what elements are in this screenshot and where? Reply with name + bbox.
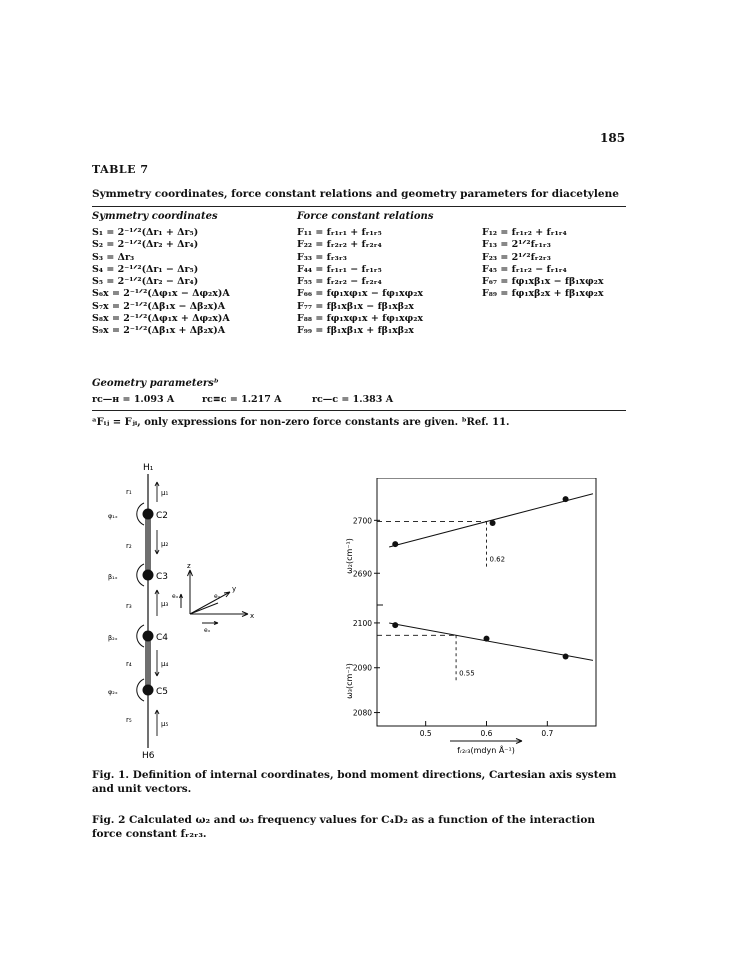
page-number: 185 (600, 131, 626, 145)
y-axis-label: y (232, 585, 237, 593)
fig1-diagram (90, 458, 260, 760)
y-axis-label-omega3: ω₃(cm⁻¹) (345, 663, 354, 699)
bond-label-r1: r₁ (126, 488, 132, 496)
angle-arcs (137, 503, 144, 701)
data-point (563, 496, 569, 502)
ez-vector (180, 594, 183, 608)
atom-label-h6: H6 (142, 751, 155, 760)
y-axis (190, 592, 230, 614)
symmetry-row: S₃ = Δr₃ (92, 251, 135, 263)
force-list-2 (482, 227, 604, 301)
table-bottom-rule (92, 410, 626, 411)
y-tick-label: 2090 (352, 663, 372, 673)
symmetry-row: S₆x = 2⁻¹ᐟ²(Δφ₁x − Δφ₂x)A (92, 288, 230, 300)
ez-label: eₓ (172, 593, 179, 600)
y-tick-label: 2690 (352, 569, 372, 579)
data-point (392, 622, 398, 628)
data-point (490, 520, 496, 526)
chart-frame (377, 478, 596, 726)
x-tick-label: 0.6 (480, 729, 493, 738)
geometry-value: rᴄ—ᴄ = 1.383 A (312, 394, 394, 405)
angle-label-phi1: φ₁ₓ (108, 512, 118, 520)
z-axis-label: z (187, 562, 191, 570)
x-axis-arrow (450, 739, 522, 744)
bond-label-r5: r₅ (126, 716, 132, 724)
y-tick-label: 2080 (352, 708, 372, 718)
angle-label-phi2: φ₂ₓ (108, 688, 118, 696)
fig2-caption: Fig. 2 Calculated ω₂ and ω₃ frequency values for C₄D₂ as a function of the interaction force constant fᵣ₂ᵣ₃. (92, 814, 595, 840)
atom-c2 (143, 509, 154, 520)
force-list-1 (297, 227, 423, 338)
panel-omega2 (353, 494, 593, 579)
angle-label-beta1: β₁ₓ (108, 573, 118, 581)
panel-omega3 (353, 619, 593, 718)
moment-label-mu1: μ₁ (161, 489, 169, 497)
atom-c4 (143, 631, 154, 642)
force-row: F₈₈ = fφ₁xφ₁x + fφ₁xφ₂x (297, 313, 424, 325)
symmetry-row: S₄ = 2⁻¹ᐟ²(Δr₁ − Δr₅) (92, 263, 199, 275)
x-tick-label: 0.5 (419, 729, 432, 738)
force-row: F₆₇ = fφ₁xβ₁x − fβ₁xφ₂x (482, 276, 604, 288)
table-top-rule (92, 206, 626, 207)
moment-arrow-5 (155, 710, 159, 736)
force-row: F₂₂ = fᵣ₂ᵣ₂ + fᵣ₂ᵣ₄ (297, 239, 382, 251)
ey-vector (190, 603, 218, 614)
symmetry-header: Symmetry coordinates (92, 211, 218, 222)
symmetry-row: S₈x = 2⁻¹ᐟ²(Δφ₁x + Δφ₂x)A (92, 313, 230, 325)
moment-arrow-1 (155, 482, 159, 502)
symmetry-list (92, 227, 230, 338)
force-row: F₆₆ = fφ₁xφ₁x − fφ₁xφ₂x (297, 288, 424, 300)
y-tick-label: 2700 (352, 516, 372, 526)
series-line (389, 494, 593, 547)
symmetry-row: S₇x = 2⁻¹ᐟ²(Δβ₁x − Δβ₂x)A (92, 300, 226, 312)
atom-label-c4: C4 (156, 633, 169, 643)
ex-vector (202, 622, 218, 625)
force-row: F₃₃ = fᵣ₃ᵣ₃ (297, 251, 347, 263)
force-row: F₁₁ = fᵣ₁ᵣ₁ + fᵣ₁ᵣ₅ (297, 227, 382, 238)
moment-arrow-4 (155, 650, 159, 676)
ey-label: eᵧ (214, 593, 220, 600)
atom-c5 (143, 685, 154, 696)
atom-c3 (143, 570, 154, 581)
force-row: F₇₇ = fβ₁xβ₁x − fβ₁xβ₂x (297, 300, 414, 312)
symmetry-row: S₁ = 2⁻¹ᐟ²(Δr₁ + Δr₅) (92, 227, 199, 238)
angle-label-beta2: β₂ₓ (108, 634, 118, 642)
x-axis-label: fᵣ₂ᵣ₃(mdyn Å⁻¹) (457, 746, 515, 755)
force-header: Force constant relations (297, 211, 434, 222)
moment-arrow-3 (155, 590, 159, 616)
y-tick-label: 2100 (352, 618, 372, 628)
geometry-header: Geometry parametersᵇ (92, 378, 219, 389)
atom-label-c2: C2 (156, 511, 169, 521)
force-row: F₅₅ = fᵣ₂ᵣ₂ − fᵣ₂ᵣ₄ (297, 276, 382, 288)
table-label: TABLE 7 (92, 163, 149, 176)
bond-label-r4: r₄ (126, 660, 132, 668)
moment-label-mu2: μ₂ (161, 540, 169, 548)
z-axis (188, 570, 193, 614)
moment-label-mu4: μ₄ (161, 660, 169, 668)
x-axis (190, 612, 248, 617)
y-axis-label-omega2: ω₂(cm⁻¹) (345, 538, 354, 574)
geometry-value: rᴄ≡ᴄ = 1.217 A (202, 394, 282, 405)
force-row: F₁₃ = 2¹ᐟ²fᵣ₁ᵣ₃ (482, 239, 551, 251)
data-point (392, 541, 398, 547)
bond-label-r2: r₂ (126, 542, 132, 550)
force-row: F₂₃ = 2¹ᐟ²fᵣ₂ᵣ₃ (482, 251, 551, 263)
moment-label-mu5: μ₅ (161, 720, 169, 728)
moment-arrow-2 (155, 530, 159, 554)
force-row: F₄₄ = fᵣ₁ᵣ₁ − fᵣ₁ᵣ₅ (297, 263, 382, 275)
table-caption: Symmetry coordinates, force constant relations and geometry parameters for diacetylene (92, 188, 619, 200)
series-line (389, 623, 593, 660)
data-point (563, 654, 569, 660)
table-footnote: ᵃFᵢⱼ = Fⱼᵢ, only expressions for non-zero force constants are given. ᵇRef. 11. (92, 417, 510, 428)
data-point (484, 636, 490, 642)
symmetry-row: S₂ = 2⁻¹ᐟ²(Δr₂ + Δr₄) (92, 239, 199, 251)
force-row: F₈₉ = fφ₁xβ₂x + fβ₁xφ₂x (482, 288, 604, 300)
symmetry-row: S₅ = 2⁻¹ᐟ²(Δr₂ − Δr₄) (92, 276, 199, 288)
moment-label-mu3: μ₃ (161, 600, 169, 608)
force-row: F₄₅ = fᵣ₁ᵣ₂ − fᵣ₁ᵣ₄ (482, 263, 567, 275)
atom-label-c3: C3 (156, 572, 169, 582)
geometry-value: rᴄ—ʜ = 1.093 A (92, 394, 175, 405)
guide-label: 0.62 (489, 555, 506, 564)
ex-label: eₓ (204, 627, 211, 634)
fig2-chart (300, 478, 600, 768)
symmetry-row: S₉x = 2⁻¹ᐟ²(Δβ₁x + Δβ₂x)A (92, 325, 226, 337)
atom-label-c5: C5 (156, 687, 169, 697)
force-row: F₉₉ = fβ₁xβ₁x + fβ₁xβ₂x (297, 325, 414, 337)
fig1-caption: Fig. 1. Definition of internal coordinates, bond moment directions, Cartesian axis system and unit vectors. (92, 769, 617, 795)
bond-label-r3: r₃ (126, 602, 132, 610)
guide-label: 0.55 (459, 669, 475, 678)
force-row: F₁₂ = fᵣ₁ᵣ₂ + fᵣ₁ᵣ₄ (482, 227, 567, 238)
chart-x-axis (420, 721, 554, 738)
atom-label-h1: H₁ (143, 463, 154, 473)
x-tick-label: 0.7 (541, 729, 554, 738)
x-axis-label: x (250, 612, 255, 620)
